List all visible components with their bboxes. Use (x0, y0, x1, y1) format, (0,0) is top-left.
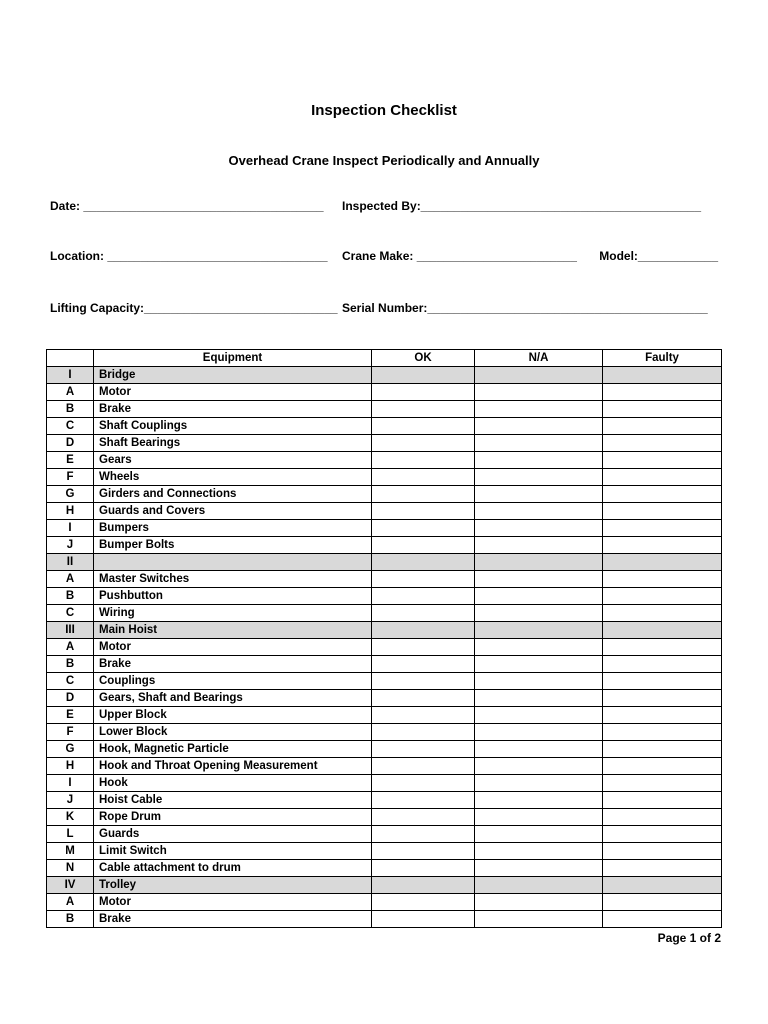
faulty-cell[interactable] (603, 435, 722, 452)
faulty-cell[interactable] (603, 894, 722, 911)
row-code: F (47, 469, 94, 486)
faulty-cell (603, 367, 722, 384)
faulty-cell[interactable] (603, 656, 722, 673)
table-row (47, 401, 722, 418)
equipment-label: Gears, Shaft and Bearings (94, 690, 372, 707)
faulty-cell[interactable] (603, 520, 722, 537)
na-cell[interactable] (475, 418, 603, 435)
na-cell[interactable] (475, 537, 603, 554)
model-field[interactable]: Model:____________ (599, 249, 718, 263)
header-faulty: Faulty (603, 350, 722, 367)
row-code: B (47, 588, 94, 605)
na-cell[interactable] (475, 911, 603, 928)
na-cell[interactable] (475, 588, 603, 605)
header-code (47, 350, 94, 367)
faulty-cell[interactable] (603, 809, 722, 826)
inspection-table (46, 349, 722, 928)
ok-cell[interactable] (372, 520, 475, 537)
equipment-label: Hook, Magnetic Particle (94, 741, 372, 758)
header-na: N/A (475, 350, 603, 367)
ok-cell[interactable] (372, 809, 475, 826)
table-row (47, 741, 722, 758)
table-row (47, 843, 722, 860)
ok-cell[interactable] (372, 741, 475, 758)
faulty-cell[interactable] (603, 758, 722, 775)
faulty-cell[interactable] (603, 605, 722, 622)
equipment-label: Upper Block (94, 707, 372, 724)
table-row (47, 724, 722, 741)
date-field[interactable]: Date: ____________________________________ (50, 199, 324, 213)
faulty-cell[interactable] (603, 401, 722, 418)
ok-cell (372, 367, 475, 384)
equipment-label: Limit Switch (94, 843, 372, 860)
equipment-label: Lower Block (94, 724, 372, 741)
na-cell[interactable] (475, 571, 603, 588)
faulty-cell (603, 554, 722, 571)
faulty-cell[interactable] (603, 911, 722, 928)
page-number: Page 1 of 2 (657, 931, 721, 945)
equipment-label: Motor (94, 639, 372, 656)
row-code: C (47, 605, 94, 622)
section-row (47, 367, 722, 384)
table-body (47, 367, 722, 928)
row-code: K (47, 809, 94, 826)
equipment-label: Wheels (94, 469, 372, 486)
na-cell[interactable] (475, 435, 603, 452)
ok-cell (372, 877, 475, 894)
table-row (47, 520, 722, 537)
ok-cell (372, 554, 475, 571)
na-cell[interactable] (475, 758, 603, 775)
table-row (47, 452, 722, 469)
table-row (47, 571, 722, 588)
equipment-label: Brake (94, 911, 372, 928)
equipment-label: Rope Drum (94, 809, 372, 826)
row-code: E (47, 452, 94, 469)
header-equipment: Equipment (94, 350, 372, 367)
ok-cell[interactable] (372, 537, 475, 554)
lifting-capacity-field[interactable]: Lifting Capacity:_____________________________ (50, 301, 338, 315)
row-code: B (47, 656, 94, 673)
na-cell[interactable] (475, 809, 603, 826)
faulty-cell[interactable] (603, 503, 722, 520)
equipment-label: Bumpers (94, 520, 372, 537)
row-code: F (47, 724, 94, 741)
na-cell[interactable] (475, 469, 603, 486)
section-label: Bridge (94, 367, 372, 384)
faulty-cell[interactable] (603, 724, 722, 741)
table-row (47, 707, 722, 724)
faulty-cell[interactable] (603, 452, 722, 469)
ok-cell[interactable] (372, 724, 475, 741)
faulty-cell[interactable] (603, 707, 722, 724)
na-cell[interactable] (475, 486, 603, 503)
ok-cell[interactable] (372, 605, 475, 622)
section-row (47, 622, 722, 639)
row-code: IV (47, 877, 94, 894)
section-row (47, 877, 722, 894)
faulty-cell[interactable] (603, 792, 722, 809)
table-row (47, 384, 722, 401)
row-code: A (47, 384, 94, 401)
na-cell[interactable] (475, 843, 603, 860)
table-row (47, 537, 722, 554)
equipment-label: Guards (94, 826, 372, 843)
ok-cell[interactable] (372, 758, 475, 775)
row-code: H (47, 503, 94, 520)
crane-make-field[interactable]: Crane Make: ________________________ (342, 249, 577, 263)
faulty-cell[interactable] (603, 588, 722, 605)
ok-cell[interactable] (372, 792, 475, 809)
row-code: D (47, 690, 94, 707)
equipment-label: Hook and Throat Opening Measurement (94, 758, 372, 775)
na-cell (475, 622, 603, 639)
header-ok: OK (372, 350, 475, 367)
faulty-cell (603, 622, 722, 639)
equipment-label: Gears (94, 452, 372, 469)
na-cell[interactable] (475, 656, 603, 673)
ok-cell[interactable] (372, 911, 475, 928)
na-cell[interactable] (475, 860, 603, 877)
serial-number-field[interactable]: Serial Number:__________________________________________ (342, 301, 708, 315)
ok-cell[interactable] (372, 588, 475, 605)
row-code: A (47, 639, 94, 656)
table-row (47, 758, 722, 775)
faulty-cell[interactable] (603, 537, 722, 554)
section-label (94, 554, 372, 571)
ok-cell[interactable] (372, 775, 475, 792)
equipment-label: Cable attachment to drum (94, 860, 372, 877)
ok-cell[interactable] (372, 690, 475, 707)
na-cell (475, 367, 603, 384)
equipment-label: Bumper Bolts (94, 537, 372, 554)
ok-cell[interactable] (372, 469, 475, 486)
ok-cell[interactable] (372, 673, 475, 690)
faulty-cell (603, 877, 722, 894)
table-row (47, 690, 722, 707)
na-cell (475, 877, 603, 894)
table-header-row (47, 350, 722, 367)
faulty-cell[interactable] (603, 384, 722, 401)
row-code: J (47, 537, 94, 554)
row-code: E (47, 707, 94, 724)
table-row (47, 588, 722, 605)
table-row (47, 860, 722, 877)
table-row (47, 656, 722, 673)
faulty-cell[interactable] (603, 775, 722, 792)
faulty-cell[interactable] (603, 690, 722, 707)
faulty-cell[interactable] (603, 639, 722, 656)
ok-cell[interactable] (372, 707, 475, 724)
ok-cell[interactable] (372, 452, 475, 469)
na-cell[interactable] (475, 741, 603, 758)
row-code: A (47, 894, 94, 911)
na-cell[interactable] (475, 775, 603, 792)
na-cell[interactable] (475, 520, 603, 537)
row-code: I (47, 367, 94, 384)
na-cell[interactable] (475, 792, 603, 809)
equipment-label: Hook (94, 775, 372, 792)
faulty-cell[interactable] (603, 741, 722, 758)
equipment-label: Guards and Covers (94, 503, 372, 520)
ok-cell[interactable] (372, 826, 475, 843)
ok-cell[interactable] (372, 894, 475, 911)
na-cell[interactable] (475, 639, 603, 656)
faulty-cell[interactable] (603, 860, 722, 877)
equipment-label: Girders and Connections (94, 486, 372, 503)
faulty-cell[interactable] (603, 469, 722, 486)
na-cell (475, 554, 603, 571)
faulty-cell[interactable] (603, 826, 722, 843)
equipment-label: Wiring (94, 605, 372, 622)
ok-cell[interactable] (372, 418, 475, 435)
equipment-label: Shaft Bearings (94, 435, 372, 452)
equipment-label: Pushbutton (94, 588, 372, 605)
row-code: G (47, 741, 94, 758)
ok-cell[interactable] (372, 656, 475, 673)
ok-cell[interactable] (372, 486, 475, 503)
na-cell[interactable] (475, 826, 603, 843)
table-row (47, 792, 722, 809)
ok-cell[interactable] (372, 384, 475, 401)
ok-cell[interactable] (372, 435, 475, 452)
row-code: A (47, 571, 94, 588)
location-field[interactable]: Location: _________________________________ (50, 249, 328, 263)
na-cell[interactable] (475, 724, 603, 741)
table-row (47, 911, 722, 928)
row-code: J (47, 792, 94, 809)
na-cell[interactable] (475, 401, 603, 418)
equipment-label: Brake (94, 656, 372, 673)
equipment-label: Motor (94, 894, 372, 911)
row-code: B (47, 401, 94, 418)
table-row (47, 435, 722, 452)
inspected-by-field[interactable]: Inspected By:__________________________________________ (342, 199, 701, 213)
na-cell[interactable] (475, 384, 603, 401)
table-row (47, 673, 722, 690)
section-label: Main Hoist (94, 622, 372, 639)
faulty-cell[interactable] (603, 571, 722, 588)
row-code: III (47, 622, 94, 639)
table-row (47, 503, 722, 520)
ok-cell[interactable] (372, 503, 475, 520)
table-row (47, 469, 722, 486)
na-cell[interactable] (475, 452, 603, 469)
table-row (47, 809, 722, 826)
row-code: N (47, 860, 94, 877)
row-code: II (47, 554, 94, 571)
table-row (47, 826, 722, 843)
ok-cell (372, 622, 475, 639)
table-row (47, 605, 722, 622)
table-row (47, 418, 722, 435)
na-cell[interactable] (475, 707, 603, 724)
equipment-label: Motor (94, 384, 372, 401)
row-code: I (47, 775, 94, 792)
row-code: C (47, 418, 94, 435)
na-cell[interactable] (475, 894, 603, 911)
faulty-cell[interactable] (603, 843, 722, 860)
faulty-cell[interactable] (603, 418, 722, 435)
equipment-label: Master Switches (94, 571, 372, 588)
na-cell[interactable] (475, 503, 603, 520)
ok-cell[interactable] (372, 571, 475, 588)
equipment-label: Brake (94, 401, 372, 418)
row-code: B (47, 911, 94, 928)
ok-cell[interactable] (372, 860, 475, 877)
section-row (47, 554, 722, 571)
table-row (47, 486, 722, 503)
section-label: Trolley (94, 877, 372, 894)
row-code: I (47, 520, 94, 537)
row-code: D (47, 435, 94, 452)
ok-cell[interactable] (372, 401, 475, 418)
row-code: H (47, 758, 94, 775)
na-cell[interactable] (475, 605, 603, 622)
ok-cell[interactable] (372, 639, 475, 656)
ok-cell[interactable] (372, 843, 475, 860)
equipment-label: Couplings (94, 673, 372, 690)
document-subtitle: Overhead Crane Inspect Periodically and Annually (228, 153, 540, 168)
row-code: G (47, 486, 94, 503)
equipment-label: Hoist Cable (94, 792, 372, 809)
faulty-cell[interactable] (603, 673, 722, 690)
equipment-label: Shaft Couplings (94, 418, 372, 435)
na-cell[interactable] (475, 690, 603, 707)
row-code: L (47, 826, 94, 843)
table-row (47, 894, 722, 911)
row-code: C (47, 673, 94, 690)
document-title: Inspection Checklist (311, 102, 457, 119)
na-cell[interactable] (475, 673, 603, 690)
table-row (47, 639, 722, 656)
table-row (47, 775, 722, 792)
faulty-cell[interactable] (603, 486, 722, 503)
row-code: M (47, 843, 94, 860)
